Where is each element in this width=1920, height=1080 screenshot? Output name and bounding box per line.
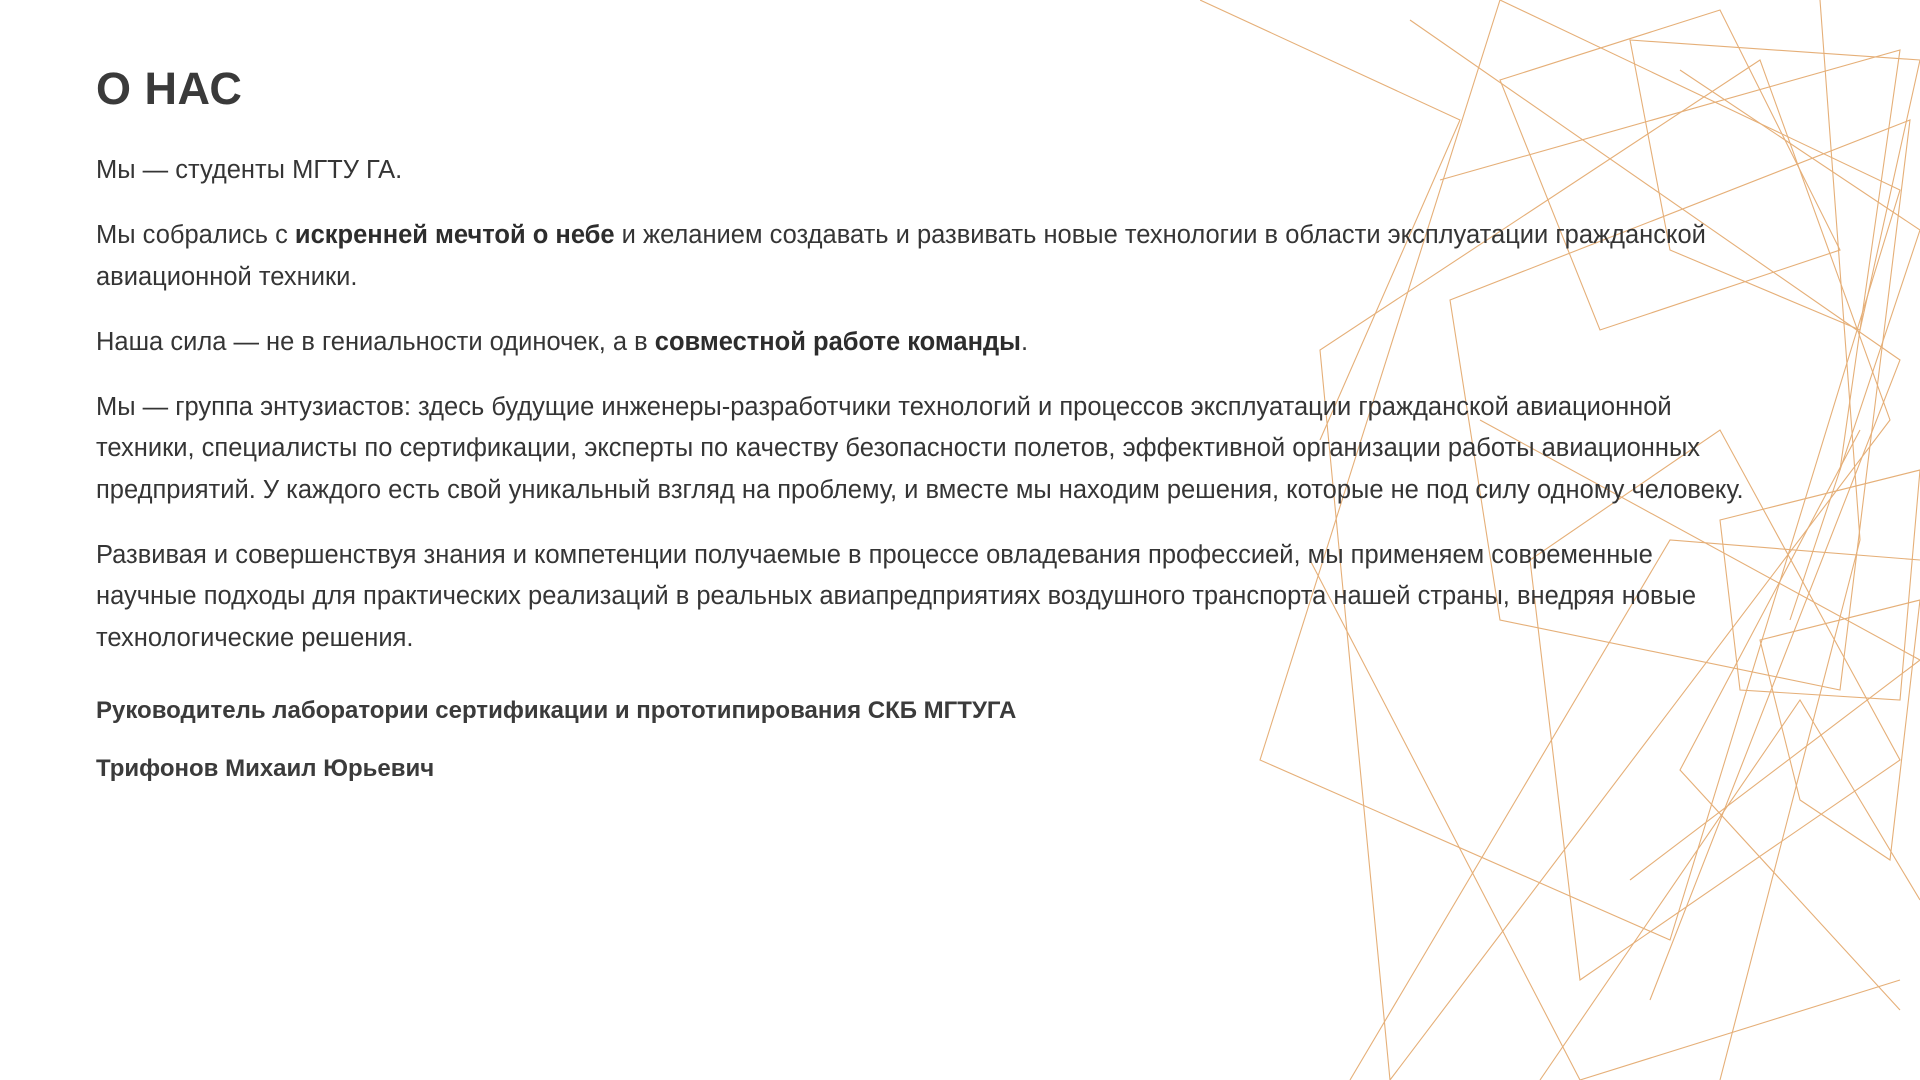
paragraph-development-text: Развивая и совершенствуя знания и компетенции получаемые в процессе овладевания профессией, мы применяем современные научные подходы для практических реализаций в реальных авиапредприятиях воздушного транспорта нашей страны, внедряя новые технологические решения. — [96, 541, 1697, 652]
paragraph-enthusiasts — [96, 387, 1760, 511]
page-title: О НАС — [96, 63, 243, 114]
paragraph-dream — [96, 215, 1760, 298]
paragraph-dream-text-1: Мы собрались с — [96, 221, 295, 250]
paragraph-teamwork-text-1: Наша сила — не в гениальности одиночек, а в — [96, 327, 655, 356]
paragraph-intro-text: Мы — студенты МГТУ ГА. — [96, 156, 403, 184]
paragraph-dream-text-2: и желанием создавать и развивать новые технологии в области эксплуатации гражданской авиационной техники. — [96, 221, 1706, 291]
paragraph-teamwork-text-2: . — [1020, 327, 1029, 356]
paragraph-development — [96, 535, 1760, 659]
paragraph-teamwork — [96, 322, 1760, 363]
paragraph-intro — [96, 150, 1760, 191]
paragraph-teamwork-highlight: совместной работе команды — [654, 327, 1021, 356]
paragraph-enthusiasts-text: Мы — группа энтузиастов: здесь будущие инженеры-разработчики технологий и процессов эксплуатации гражданской авиационной техники, специалисты по сертификации, эксперты по качеству безопасности полетов, эффективной организации работы авиационных предприятий. У каждого есть свой уникальный взгляд на проблему, и вместе мы находим решения, которые не под силу одному человеку. — [96, 393, 1744, 504]
signature-role: Руководитель лаборатории сертификации и прототипирования СКБ МГТУГА — [96, 696, 1017, 724]
paragraph-dream-highlight: искренней мечтой о небе — [294, 221, 615, 250]
signature-name: Трифонов Михаил Юрьевич — [96, 754, 435, 782]
